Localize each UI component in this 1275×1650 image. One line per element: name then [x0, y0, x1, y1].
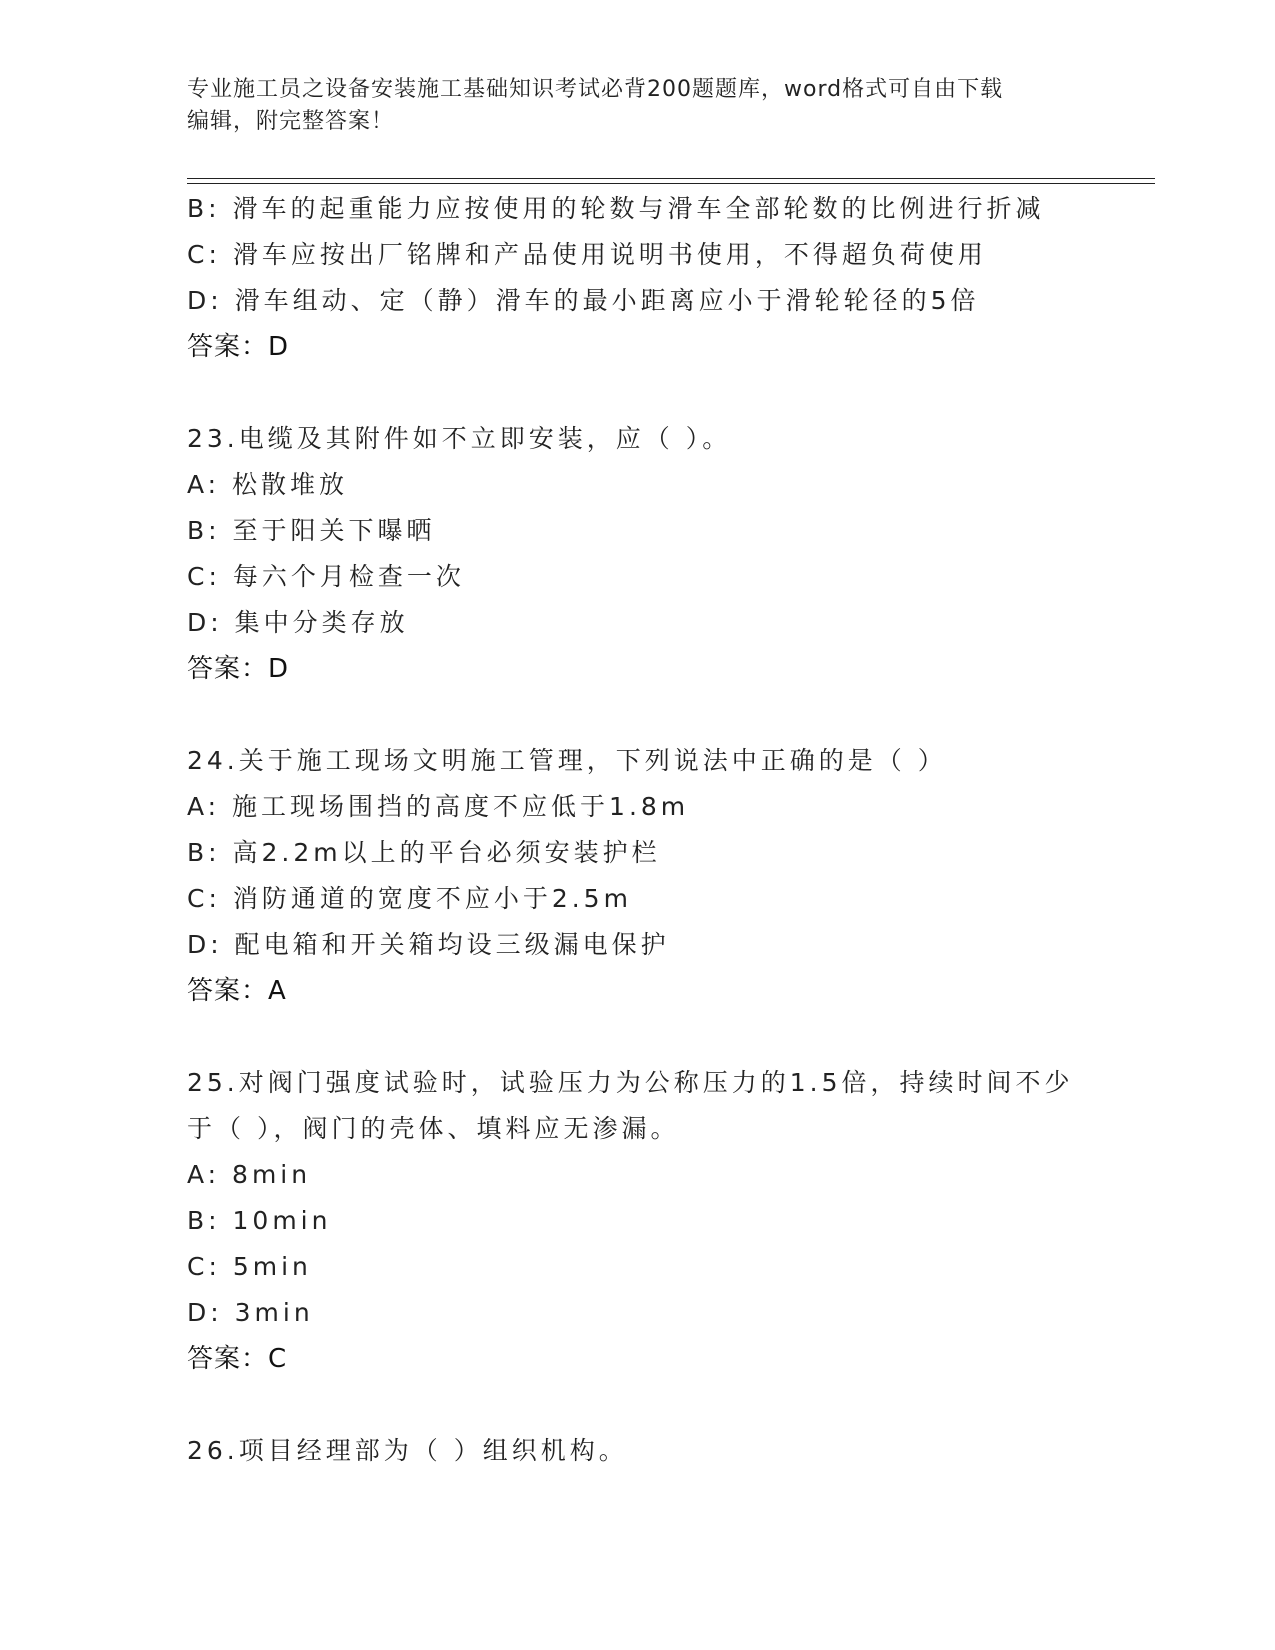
option-d: D: 集中分类存放	[187, 608, 409, 637]
header-divider-top	[187, 178, 1155, 179]
option-c: C: 滑车应按出厂铭牌和产品使用说明书使用，不得超负荷使用	[187, 240, 987, 269]
answer-label: 答案：D	[187, 654, 290, 684]
option-b: B: 滑车的起重能力应按使用的轮数与滑车全部轮数的比例进行折减	[187, 194, 1045, 223]
option-c: C: 5min	[187, 1252, 312, 1281]
question-stem: 24.关于施工现场文明施工管理，下列说法中正确的是（ ）	[187, 746, 947, 775]
question-23	[187, 416, 1157, 692]
spacer	[187, 370, 1157, 416]
option-b: B: 至于阳关下曝晒	[187, 516, 436, 545]
answer-label: 答案：D	[187, 332, 290, 362]
question-26	[187, 1428, 1157, 1474]
question-22	[187, 186, 1157, 370]
answer-label: 答案：C	[187, 1344, 288, 1374]
option-d: D: 3min	[187, 1298, 314, 1327]
spacer	[187, 1014, 1157, 1060]
option-c: C: 消防通道的宽度不应小于2.5m	[187, 884, 632, 913]
option-d: D: 滑车组动、定（静）滑车的最小距离应小于滑轮轮径的5倍	[187, 286, 980, 315]
option-c: C: 每六个月检查一次	[187, 562, 465, 591]
question-stem-line-1: 25.对阀门强度试验时，试验压力为公称压力的1.5倍，持续时间不少	[187, 1068, 1074, 1097]
option-a: A: 松散堆放	[187, 470, 349, 499]
option-b: B: 10min	[187, 1206, 332, 1235]
option-d: D: 配电箱和开关箱均设三级漏电保护	[187, 930, 670, 959]
option-b: B: 高2.2m以上的平台必须安装护栏	[187, 838, 661, 867]
header-divider-bottom	[187, 183, 1155, 184]
question-list	[187, 186, 1157, 1474]
question-stem: 23.电缆及其附件如不立即安装，应（ ）。	[187, 424, 732, 453]
spacer	[187, 692, 1157, 738]
answer-label: 答案：A	[187, 976, 287, 1006]
header-line-2: 编辑，附完整答案！	[187, 109, 395, 134]
question-24	[187, 738, 1157, 1014]
option-a: A: 施工现场围挡的高度不应低于1.8m	[187, 792, 690, 821]
spacer	[187, 1382, 1157, 1428]
question-stem-line-2: 于（ ），阀门的壳体、填料应无渗漏。	[187, 1114, 680, 1143]
document-header	[187, 74, 1087, 138]
question-25	[187, 1060, 1157, 1382]
header-line-1: 专业施工员之设备安装施工基础知识考试必背200题题库，word格式可自由下载	[187, 77, 1004, 102]
question-stem: 26.项目经理部为（ ）组织机构。	[187, 1436, 628, 1465]
option-a: A: 8min	[187, 1160, 312, 1189]
